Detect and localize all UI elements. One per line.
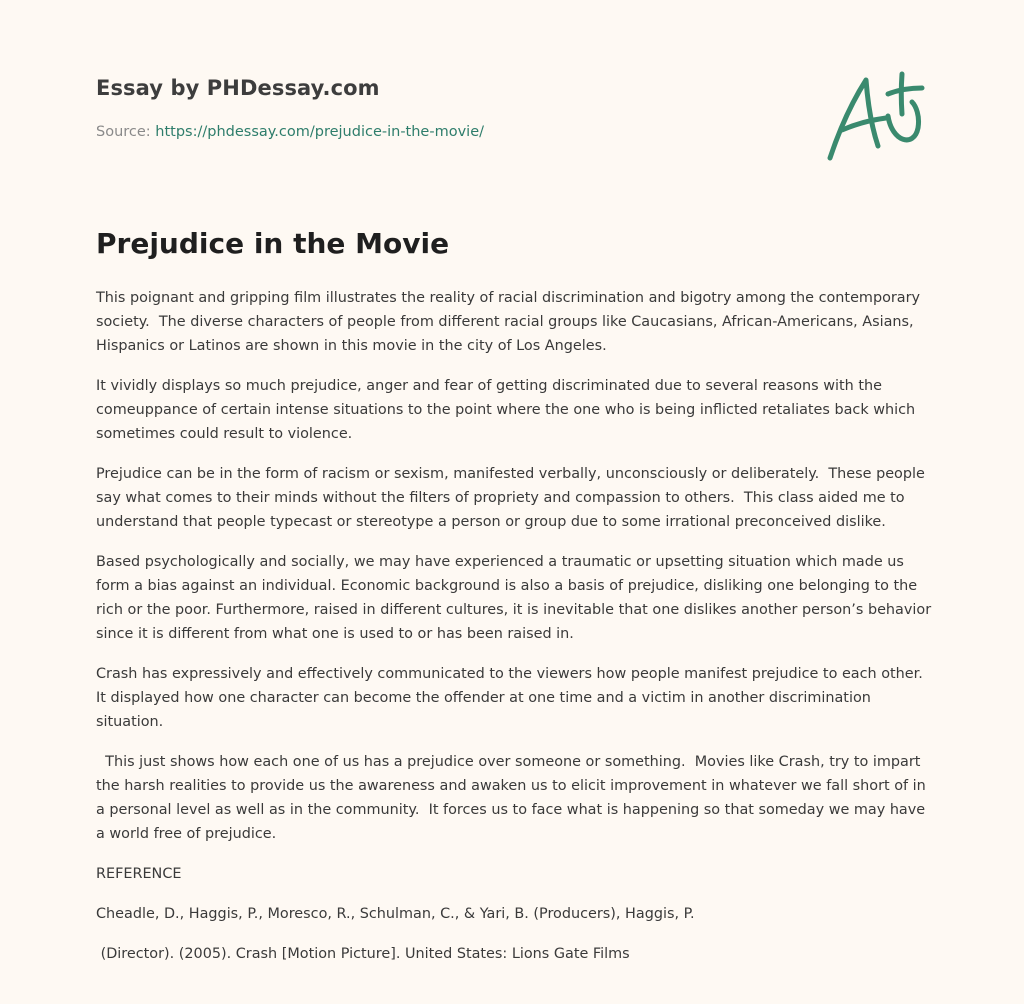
reference-heading: REFERENCE xyxy=(96,866,182,882)
essay-title: Prejudice in the Movie xyxy=(96,227,450,260)
paragraph: This poignant and gripping film illustrates the reality of racial discrimination and bigotry among the contemporary society. The diverse characters of people from different racial groups like Caucasians, African-Americans, Asians, Hispanics or Latinos are shown in this movie in the city of Los Angeles. xyxy=(96,290,925,354)
paragraph: This just shows how each one of us has a prejudice over someone or something. Movies like Crash, try to impart the harsh realities to provide us the awareness and awaken us to elicit improvement in whatever we fall short of in a personal level as well as in the community. It forces us to face what is happening so that someday we may have a world free of prejudice. xyxy=(96,754,931,842)
a-plus-grade-icon xyxy=(822,66,930,166)
paragraph: Crash has expressively and effectively communicated to the viewers how people manifest prejudice to each other. It displayed how one character can become the offender at one time and a victim in another discrimination situation. xyxy=(96,666,932,730)
reference-entry: (Director). (2005). Crash [Motion Picture]. United States: Lions Gate Films xyxy=(96,946,630,962)
paragraph: It vividly displays so much prejudice, anger and fear of getting discriminated due to several reasons with the comeuppance of certain intense situations to the point where the one who is being inflicted retaliates back which sometimes could result to violence. xyxy=(96,378,920,442)
source-line xyxy=(96,124,484,140)
paragraph: Prejudice can be in the form of racism or sexism, manifested verbally, unconsciously or deliberately. These people say what comes to their minds without the filters of propriety and compassion to others. This class aided me to understand that people typecast or stereotype a person or group due to some irrational preconceived dislike. xyxy=(96,466,930,530)
source-link[interactable]: https://phdessay.com/prejudice-in-the-movie/ xyxy=(155,124,484,140)
paragraph: Based psychologically and socially, we may have experienced a traumatic or upsetting situation which made us form a bias against an individual. Economic background is also a basis of prejudice, disliking one belonging to the rich or the poor. Furthermore, raised in different cultures, it is inevitable that one dislikes another person’s behavior since it is different from what one is used to or has been raised in. xyxy=(96,554,936,642)
essay-body xyxy=(96,286,936,982)
site-brand: Essay by PHDessay.com xyxy=(96,76,380,100)
reference-entry: Cheadle, D., Haggis, P., Moresco, R., Schulman, C., & Yari, B. (Producers), Haggis, P. xyxy=(96,906,695,922)
source-label: Source: xyxy=(96,124,156,140)
